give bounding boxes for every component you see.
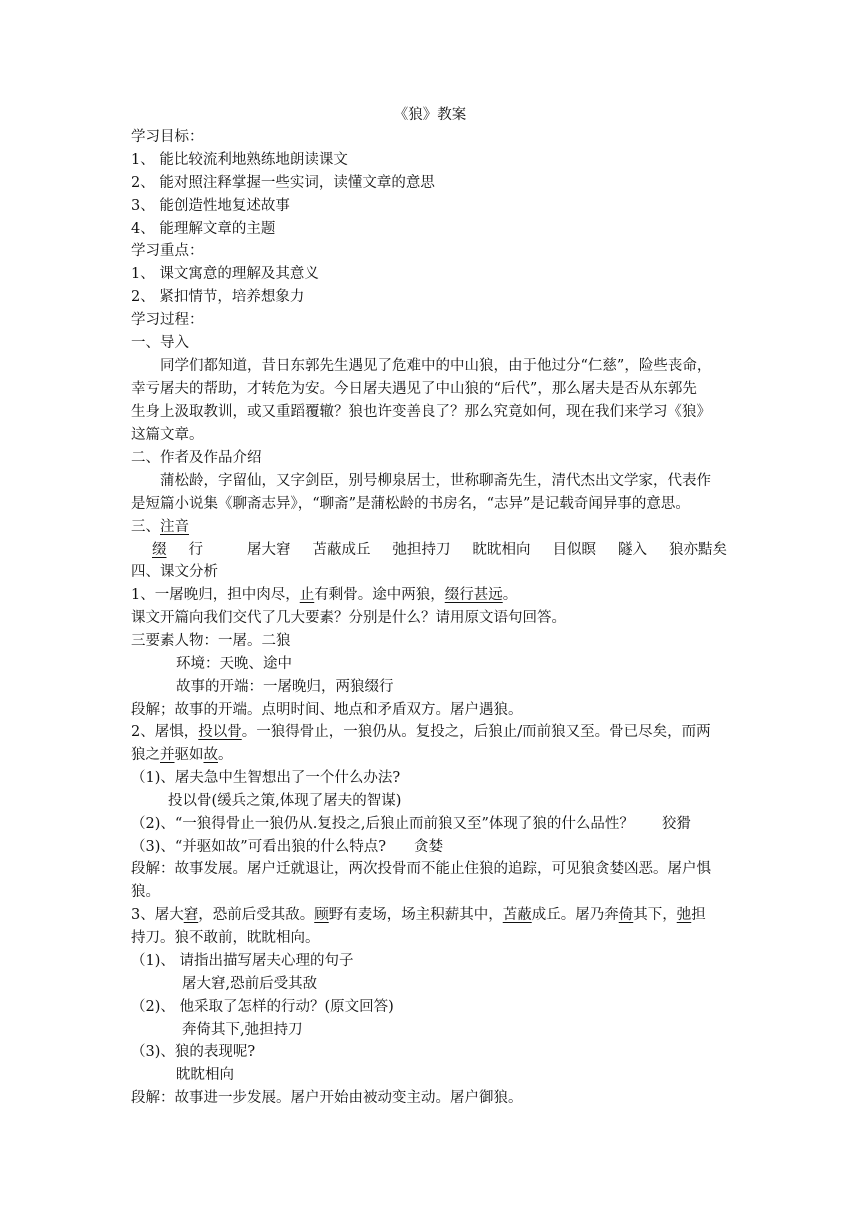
goal-item: 3、 能创造性地复述故事 [131, 198, 290, 214]
question-line: （1)、 请指出描写屠夫心理的句子 [131, 953, 354, 969]
paragraph-summary: 狼。 [131, 884, 160, 900]
pronounce-word: 苫蔽成丘 [312, 542, 371, 558]
document-title: 《狼》教案 [393, 107, 467, 123]
pronounce-word: 缀 行 [152, 542, 203, 558]
text-paragraph-3: 3、屠大窘，恐前后受其敌。顾野有麦场，场主积薪其中，苫蔽成丘。屠乃奔倚其下，弛担 [131, 907, 706, 923]
pronounce-words [152, 539, 749, 561]
goal-item: 4、 能理解文章的主题 [131, 221, 276, 237]
text-paragraph-1: 1、一屠晚归，担中肉尽，止有剩骨。途中两狼，缀行甚远。 [131, 587, 518, 603]
answer-line: 三要素人物：一屠。二狼 [131, 633, 291, 649]
pronounce-word: 屠大窘 [247, 542, 291, 558]
intro-paragraph-line: 这篇文章。 [131, 427, 204, 443]
focus-item: 2、 紧扣情节，培养想象力 [131, 289, 305, 305]
answer-line: 故事的开端：一屠晚归，两狼缀行 [176, 679, 394, 695]
pronounce-word: 狼亦黠矣 [669, 542, 727, 558]
author-paragraph-line: 蒲松龄，字留仙，又字剑臣，别号柳泉居士，世称聊斋先生，清代杰出文学家，代表作 [160, 473, 711, 489]
pronounce-word: 目似瞑 [552, 542, 596, 558]
intro-paragraph-line: 生身上汲取教训，或又重蹈覆辙？狼也许变善良了？那么究竟如何，现在我们来学习《狼》 [131, 404, 711, 420]
text-paragraph-2: 2、屠惧，投以骨。一狼得骨止，一狼仍从。复投之，后狼止/而前狼又至。骨已尽矣，而两 [131, 724, 711, 740]
pronounce-word: 隧入 [618, 542, 647, 558]
answer-line: 眈眈相向 [176, 1067, 234, 1083]
goal-item: 1、 能比较流利地熟练地朗读课文 [131, 152, 348, 168]
question-line: （3)、“并驱如故”可看出狼的什么特点? 贪婪 [131, 839, 443, 855]
goal-item: 2、 能对照注释掌握一些实词，读懂文章的意思 [131, 175, 435, 191]
pronounce-word: 弛担持刀 [392, 542, 451, 558]
answer-line: 屠大窘,恐前后受其敌 [182, 976, 318, 992]
pronounce-heading: 三、注音 [131, 519, 189, 535]
analysis-heading: 四、课文分析 [131, 564, 218, 580]
question-line: （1)、屠夫急中生智想出了一个什么办法? [131, 770, 401, 786]
answer-line: 奔倚其下,弛担持刀 [182, 1022, 303, 1038]
answer-line: 环境：天晚、途中 [176, 656, 292, 672]
text-paragraph-2-cont: 狼之并驱如故。 [131, 747, 233, 763]
intro-heading: 一、导入 [131, 335, 189, 351]
question-line: （3)、狼的表现呢? [131, 1044, 256, 1060]
intro-paragraph-line: 幸亏屠夫的帮助，才转危为安。今日屠夫遇见了中山狼的“后代”，那么屠夫是否从东郭先 [131, 381, 697, 397]
intro-paragraph-line: 同学们都知道，昔日东郭先生遇见了危难中的中山狼，由于他过分“仁慈”，险些丧命， [160, 358, 712, 374]
process-heading: 学习过程： [131, 312, 204, 328]
question-line: 课文开篇向我们交代了几大要素？分别是什么？请用原文语句回答。 [131, 610, 566, 626]
paragraph-summary: 段解：故事发展。屠户迁就退让，两次投骨而不能止住狼的追踪，可见狼贪婪凶恶。屠户惧 [131, 861, 711, 877]
focus-heading: 学习重点： [131, 243, 204, 259]
question-line: （2)、“一狼得骨止一狼仍从.复投之,后狼止而前狼又至”体现了狼的什么品性？ 狡猾 [131, 816, 691, 832]
question-line: （2)、 他采取了怎样的行动？(原文回答) [131, 999, 394, 1015]
goals-heading: 学习目标： [131, 129, 204, 145]
author-heading: 二、作者及作品介绍 [131, 450, 262, 466]
text-paragraph-3-cont: 持刀。狼不敢前，眈眈相向。 [131, 930, 320, 946]
author-paragraph-line: 是短篇小说集《聊斋志异》，“聊斋”是蒲松龄的书房名，“志异”是记载奇闻异事的意思。 [131, 496, 690, 512]
focus-item: 1、 课文寓意的理解及其意义 [131, 266, 319, 282]
pronounce-word: 眈眈相向 [472, 542, 531, 558]
answer-line: 投以骨(缓兵之策,体现了屠夫的智谋) [168, 793, 402, 809]
paragraph-summary: 段解；故事的开端。点明时间、地点和矛盾双方。屠户遇狼。 [131, 702, 523, 718]
paragraph-summary: 段解：故事进一步发展。屠户开始由被动变主动。屠户御狼。 [131, 1090, 523, 1106]
